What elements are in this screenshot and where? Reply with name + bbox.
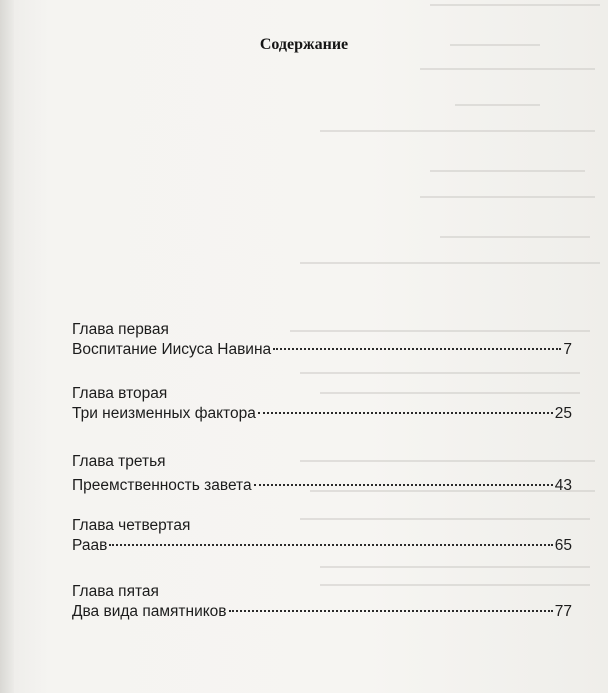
chapter-title: Раав xyxy=(72,537,108,554)
bleed-through-line xyxy=(455,104,540,106)
bleed-through-line xyxy=(430,170,585,172)
dot-leader xyxy=(254,484,553,486)
chapter-label: Глава пятая xyxy=(72,583,159,600)
toc-row xyxy=(72,340,572,360)
bleed-through-line xyxy=(440,236,590,238)
dot-leader xyxy=(258,412,553,414)
toc-entry xyxy=(72,516,572,556)
bleed-through-line xyxy=(300,372,580,374)
toc-entry xyxy=(72,582,572,622)
bleed-through-line xyxy=(320,130,595,132)
dot-leader xyxy=(109,544,552,546)
toc-row xyxy=(72,404,572,424)
toc-row xyxy=(72,476,572,496)
page-number: 77 xyxy=(554,603,572,620)
bleed-through-line xyxy=(420,196,595,198)
chapter-title: Три неизменных фактора xyxy=(72,405,256,422)
chapter-title: Преемственность завета xyxy=(72,477,252,494)
page-title: Содержание xyxy=(259,36,349,53)
toc-entry xyxy=(72,320,572,360)
dot-leader xyxy=(273,348,561,350)
chapter-label: Глава третья xyxy=(72,453,166,470)
page-number: 7 xyxy=(563,341,572,358)
dot-leader xyxy=(229,610,553,612)
toc-row xyxy=(72,536,572,556)
page-spine-shadow xyxy=(0,0,14,693)
bleed-through-line xyxy=(430,4,600,6)
toc-row xyxy=(72,602,572,622)
toc-entry xyxy=(72,452,572,496)
page-number: 25 xyxy=(554,405,572,422)
bleed-through-line xyxy=(420,68,595,70)
chapter-title: Воспитание Иисуса Навина xyxy=(72,341,272,358)
bleed-through-line xyxy=(320,566,590,568)
chapter-label: Глава первая xyxy=(72,321,169,338)
bleed-through-line xyxy=(300,262,600,264)
page-number: 65 xyxy=(554,537,572,554)
page-number: 43 xyxy=(554,477,572,494)
chapter-label: Глава четвертая xyxy=(72,517,191,534)
chapter-label: Глава вторая xyxy=(72,385,168,402)
chapter-title: Два вида памятников xyxy=(72,603,227,620)
toc-entry xyxy=(72,384,572,424)
